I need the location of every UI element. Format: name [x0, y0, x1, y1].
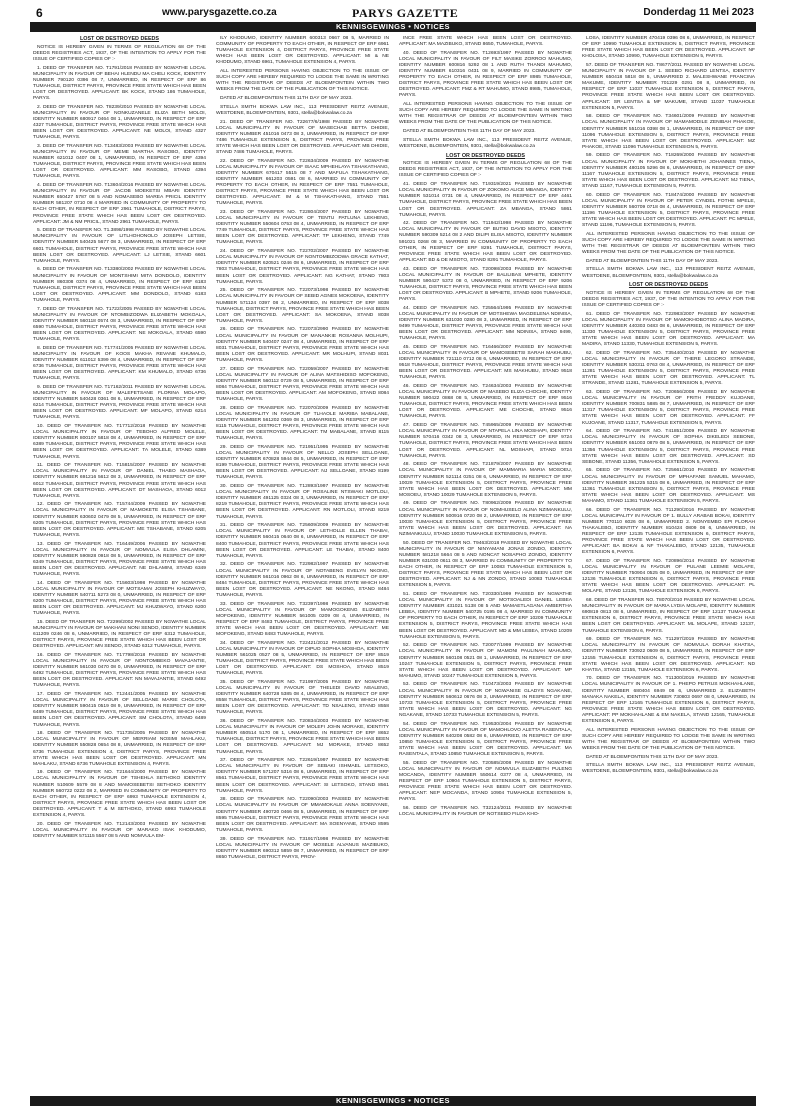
- notice-column: [216, 36, 389, 1092]
- notice-paragraph: 25. DEED OF TRANSFER NO. T22073/1998 PASSED BY NGWATHE LOCAL MUNICIPALITY IN FAVOUR OF SEBID AGNES MOKOENA, IDENTITY NUMBER 571124 0397 08 2, UNMARRIED, IN RESPECT OF ERF 8038 TUMAHOLE, DISTRICT PARYS, PROVINCE FREE STATE WHICH HAS BEEN LOST OR DESTROYED. APPLICANT: SA MOKOENA, STAND 8038 TUMAHOLE, PARYS.: [216, 288, 389, 324]
- notice-paragraph: 5. DEED OF TRANSFER NO. T1.3898/1998 PASSED BY NGWATHE LOCAL MUNICIPALITY IN FAVOUR OF LITLHOHONOLO JOSEPH LETSIE, IDENTITY NUMBER 540425 5677 08 3, UNMARRIED, IN RESPECT OF ERF 6601 TUMAHOLE, DISTRICT PARYS, PROVINCE FREE STATE WHICH HAS BEEN LOST OR DESTROYED. APPLICANT: LJ LETSIE, STAND 6601 TUMAHOLE, PARYS.: [33, 228, 206, 264]
- notice-paragraph: 60. DEED OF TRANSFER NO. T18474/2000 PASSED BY NGWATHE LOCAL MUNICIPALITY IN FAVOUR OF PETER CYNDEL FOTHE MPELE, IDENTITY NUMBER 560709 0718 08 4, UNMARRIED, IN RESPECT OF ERF 11196 TUMAHOLE EXTENSION 5, DISTRICT PARYS, PROVINCE FREE STATE WHICH HAS BEEN LOST OR DESTROYED. APPLICANT: PC MPELE, STAND 11196, TUMAHOLE EXTENSION 5, PARYS.: [582, 192, 755, 229]
- notice-paragraph: 40. DEED OF TRANSFER NO. T12693/1997 PASSED BY NGWATHE LOCAL MUNICIPALITY IN FAVOUR OF FILT MASIKE ZORROO MAHUMO, IDENTITY NUMBER 600816 5292 08 1 AND RUTH THANDI MAHUMO, IDENTITY NUMBER 610316 0431 08 9, MARRIED IN COMMUNITY OF PROPERTY TO EACH OTHER, IN RESPECT OF ERF 8985 TUMAHOLE, DISTRICT PARYS, PROVINCE FREE STATE WHICH HAS BEEN LOST OR DESTROYED. APPLICANT: FMZ & RT MAHUMO, STAND 8985, TUMAHOLE, PARYS.: [399, 50, 572, 99]
- notice-paragraph: STELLA SMITH BOKWA LAW INC., 113 PRESIDENT REITZ AVENUE, WESTDENE, BLOEMFONTEIN, 9301, stella@bokwalaw.co.za: [582, 267, 755, 279]
- notice-paragraph: 69. DEED OF TRANSFER NO. T11297/2019 PASSED BY NGWATHE LOCAL MUNICIPALITY IN FAVOUR OF NOMVULA DORAH KHATSA, IDENTITY NUMBER 730922 0609 08 5, UNMARRIED, IN RESPECT OF ERF 12155 TUMAHOLE EXTENSION 6, DISTRICT PARYS, PROVINCE FREE STATE WHICH HAS BEEN LOST OR DESTROYED. APPLICANT: ND KHATSA, STAND 12155, TUMAHOLE EXTENSION 6, PARYS.: [582, 637, 755, 673]
- website-url[interactable]: www.parysgazette.co.za: [162, 7, 277, 18]
- notice-paragraph: 56. DEED OF TRANSFER NO. T32124/2011 PASSED BY NGWATHE LOCAL MUNICIPALITY IN FAVOUR OF NOTSEBO FILDA KHO-: [399, 806, 572, 818]
- notice-paragraph: 48. DEED OF TRANSFER NO. T21879/2007 PASSED BY NGWATHE LOCAL MUNICIPALITY IN FAVOUR OF MAMMARIA MARIA MOSOEU, IDENTITY NUMBER 521114 0251 08 6, UNMARRIED, IN RESPECT OF ERF 10029 TUMAHOLE EXTENSION 5, DISTRICT PARYS, PROVINCE FREE STATE WHICH HAS BEEN LOST OR DESTROYED. APPLICANT: MM MOSOEU, STAND 10029 TUMAHOLE EXTENSION 5, PARYS.: [399, 462, 572, 498]
- notice-paragraph: 27. DEED OF TRANSFER NO. T22059/2007 PASSED BY NGWATHE LOCAL MUNICIPALITY IN FAVOUR OF ALINA MATSHIDISO MOFOKENG, IDENTITY NUMBER 560112 0729 08 5, UNMARRIED, IN RESPECT OF ERF 8084 TUMAHOLE, DISTRICT PARYS, PROVINCE FREE STATE WHICH HAS BEEN LOST OR DESTROYED. APPLICANT: AM MOFOKENG, STAND 8084 TUMAHOLE, PARYS.: [216, 366, 389, 403]
- notice-paragraph: 47. DEED OF TRANSFER NO. T45965/2009 PASSED BY NGWATHE LOCAL MUNICIPALITY IN FAVOUR OF NTAPELA LINA MOSHAPI, IDENTITY NUMBER 570416 0342 08 3, UNMARRIED, IN RESPECT OF ERF 9724 TUMAHOLE, DISTRICT PARYS, PROVINCE FREE STATE WHICH HAS BEEN LOST OR DESTROYED. APPLICANT: NL MOSHAPI, STAND 9724 TUMAHOLE, PARYS.: [399, 423, 572, 459]
- notice-paragraph: DATED AT BLOEMFONTEIN THIS 11TH DAY OF MAY 2023.: [220, 96, 353, 102]
- notice-paragraph: 57. DEED OF TRANSFER NO. T8677/2011 PASSED BY NGWATHE LOCAL MUNICIPALITY IN FAVOUR OF 1. SEEBO RICHARD LENTSA, IDENTITY NUMBER 650418 5818 08 5, UNMARRIED 2. MALESHWANE FRANCINA MAKUME, IDENTITY NUMBER 701229 0291 08 8, UNMARRIED, IN RESPECT OF ERF 11037 TUMAHOLE EXTENSION 5, DISTRICT PARYS, PROVINCE FREE STATE WHICH HAS BEEN LOST OR DESTROYED. APPLICANT: SR LENTSA & MF MAKUME, STAND 11037 TUMAHOLE EXTENSION 5, PARYS.: [582, 62, 755, 111]
- notice-paragraph: 64. DEED OF TRANSFER NO. T41851/2009 PASSED BY NGWATHE LOCAL MUNICIPALITY IN FAVOUR OF SOPHIA DIKELEDI SEBONE, IDENTITY NUMBER 651003 0879 08 5, UNMARRIED, IN RESPECT OF ERF 11356 TUMAHOLE EXTENSION 5, DISTRICT PARYS, PROVINCE FREE STATE WHICH HAS BEEN LOST OR DESTROYED. APPLICANT: SD SEBONE, STAND 11356, TUMAHOLE EXTENSION 5, PARYS.: [582, 429, 755, 465]
- notice-paragraph: 39. DEED OF TRANSFER NO. T31917/1998 PASSED BY NGWATHE LOCAL MUNICIPALITY IN FAVOUR OF MOSELE ALVANUS MAZIBUKO, IDENTITY NUMBER 690312 5859 08 7, UNMARRIED, IN RESPECT OF ERF 8650 TUMAHOLE, DISTRICT PARYS, PROV-: [216, 836, 389, 860]
- notice-paragraph: 15. DEED OF TRANSFER NO. T2299/2002 PASSED BY NGWATHE LOCAL MUNICIPALITY IN FAVOUR OF MAKHANI NONI SENDO, IDENTITY NUMBER 611209 0246 08 6, UNMARRIED, IN RESPECT OF ERF 6312 TUMAHOLE, DISTRICT PARYS, PROVINCE FREE STATE WHICH HAS BEEN LOST OR DESTROYED. APPLICANT: MN SENDO, STAND 6312 TUMAHOLE, PARYS.: [33, 619, 206, 650]
- notice-paragraph: 51. DEED OF TRANSFER NO. T20330/1999 PASSED BY NGWATHE LOCAL MUNICIPALITY IN FAVOUR OF MOTSOALEDI DANIEL LEBEA IDENTITY NUMBER 431021 5138 08 5 AND MAMAETLAGANA AMBERTHA LEBEA, IDENTITY NUMBER 540725 0195 08 4, MARRIED IN COMMUNITY OF PROPERTY TO EACH OTHER, IN RESPECT OF ERF 10209 TUMAHOLE EXTENSION 5, DISTRICT PARYS, PROVINCE FREE STATE WHICH HAS BEEN LOST OR DESTROYED. APPLICANT: MD & MM LEBEA, STAND 10209 TUMAHOLE EXTENSION 5, PARYS.: [399, 591, 572, 640]
- notice-paragraph: 36. DEED OF TRANSFER NO. T20834/2003 PASSED BY NGWATHE LOCAL MUNICIPALITY IN FAVOUR OF MOLEFI JOHN MORAKE, IDENTITY NUMBER 650514 5170 08 1, UNMARRIED, IN RESPECT OF ERF 8652 TUMAHOLE, DISTRICT PARYS, PROVINCE FREE STATE WHICH HAS BEEN LOST OR DESTROYED. APPLICANT: MJ MORAKE, STAND 8652 TUMAHOLE, PARYS.: [216, 719, 389, 755]
- notice-paragraph: 55. DEED OF TRANSFER NO. T20585/2008 PASSED BY NGWATHE LOCAL MUNICIPALITY IN FAVOUR OF NOMVULA ELIZABETH PULENG MOCANDA, IDENTITY NUMBER 550614 0377 08 4, UNMARRIED, IN RESPECT OF ERF 10904 TUMAHOLE EXTENSION 5, DISTRICT PARYS, PROVINCE FREE STATE WHICH HAS BEEN LOST OR DESTROYED. APPLICANT: NEP MOCANDA, STAND 10904 TUMAHOLE EXTENSION 5, PARYS.: [399, 760, 572, 803]
- notice-paragraph: DATED AT BLOEMFONTEIN THIS 11TH DAY OF MAY 2023.: [586, 258, 719, 264]
- notice-paragraph: NOTICE IS HEREBY GIVEN IN TERMS OF REGULATION 68 OF THE DEEDS REGISTRIES ACT, 1937, OF THE INTENTION TO APPLY FOR THE ISSUE OF CERTIFIED COPIES OF :-: [582, 290, 755, 309]
- notice-paragraph: 18. DEED OF TRANSFER NO. T11735/2005 PASSED BY NGWATHE LOCAL MUNICIPALITY IN FAVOUR OF MERRIAM NOSIMI MAHLAKU, IDENTITY NUMBER 550828 0654 08 8, UNMARRIED, IN RESPECT OF ERF 6736 TUMAHOLE EXTENSION 4, DISTRICT PARYS, PROVINCE FREE STATE WHICH HAS BEEN LOST OR DESTROYED. APPLICANT: MN MAHLAKU, STAND 6736 TUMAHOLE EXTENSION 4, PARYS.: [33, 731, 206, 767]
- notice-paragraph: ALL INTERESTED PERSONS HAVING OBJECTION TO THE ISSUE OF SUCH COPY ARE HEREBY REQUIRED TO LODGE THE SAME IN WRITING WITH THE REGISTRAR OF DEEDS AT BLOEMFONTEIN WITHIN TWO WEEKS FROM THE DATE OF THE PUBLICATION OF THIS NOTICE.: [582, 727, 755, 751]
- notice-paragraph: 46. DEED OF TRANSFER NO. T24634/2003 PASSED BY NGWATHE LOCAL MUNICIPALITY IN FAVOUR OF MASEBO ELIZA CHOCHE, IDENTITY NUMBER 590422 0868 08 5, UNMARRIED, IN RESPECT OF ERF 9516 TUMAHOLE, DISTRICT PARYS, PROVINCE FREE STATE WHICH HAS BEEN LOST OR DESTROYED. APPLICANT: ME CHOCHE, STAND 9516 TUMAHOLE, PARYS.: [399, 384, 572, 420]
- notices-columns: [33, 36, 755, 1092]
- notice-paragraph: 19. DEED OF TRANSFER NO. T21644/2000 PASSED BY NGWATHE LOCAL MUNICIPALITY IN FAVOUR OF TSHEHLA SETHOKO IDENTITY NUMBER 510609 5579 08 8 AND MAMOSEBETSI SETHOKO IDENTITY NUMBER 560722 0222 08 2, MARRIED IN COMMUNITY OF PROPERTY TO EACH OTHER, IN RESPECT OF ERF 6993 TUMAHOLE EXTENSION 4, DISTRICT PARYS, PROVINCE FREE STATE WHICH HAS BEEN LOST OR DESTROYED. APPLICANT: T & M SETHOKO, STAND 6993 TUMAHOLE EXTENSION 4, PARYS.: [33, 770, 206, 819]
- notice-paragraph: 50. DEED OF TRANSFER NO. T9463/2018 PASSED BY NGWATHE LOCAL MUNICIPALITY IN FAVOUR OF NINYAMANI JONAS ZONDO, IDENTITY NUMBER 581218 5664 08 5 AND NONCAT NOSAPHO ZONDO, IDENTITY NUMBER 631030 0611 08 3, MARRIED IN COMMUNITY OF PROPERTY TO EACH OTHER, IN RESPECT OF ERF 10083 TUMAHOLE EXTENSION 5, DISTRICT PARYS, PROVINCE FREE STATE WHICH HAS BEEN LOST OR DESTROYED. APPLICANT: NJ & NN ZONDO, STAND 10083 TUMAHOLE EXTENSION 5, PARYS.: [399, 540, 572, 589]
- notice-paragraph: 68. DEED OF TRANSFER NO. T8070/2010 PASSED BY NGWATHE LOCAL MUNICIPALITY IN FAVOUR OF MARIA LYDIA MOLAPE, IDENTITY NUMBER 690819 0813 08 6, UNMARRIED, IN RESPECT OF ERF 12137 TUMAHOLE EXTENSION 6, DISTRICT PARYS, PROVINCE FREE STATE WHICH HAS BEEN LOST OR DESTROYED. APPLICANT: ML MOLAPE, STAND 12137, TUMAHOLE EXTENSION 6, PARYS.: [582, 598, 755, 634]
- notice-paragraph: 14. DEED OF TRANSFER NO. T15603/1998 PASSED BY NGWATHE LOCAL MUNICIPALITY IN FAVOUR OF MOTSAMAI JOSEPH KHUZWAYO, IDENTITY NUMBER 540711 5273 08 0, UNMARRIED, IN RESPECT OF ERF 6200 TUMAHOLE, DISTRICT PARYS, PROVINCE FREE STATE WHICH HAS BEEN LOST OR DESTROYED. APPLICANT: MJ KHUZWAYO, STAND 6200 TUMAHOLE, PARYS.: [33, 580, 206, 617]
- notice-paragraph: 67. DEED OF TRANSFER NO. T20896/2014 PASSED BY NGWATHE LOCAL MUNICIPALITY IN FAVOUR OF PULANE LEEMIE MOLAFE, IDENTITY NUMBER 750904 0525 08 0, UNMARRIED, IN RESPECT OF ERF 12136 TUMAHOLE EXTENSION 6, DISTRICT PARYS, PROVINCE FREE STATE WHICH HAS BEEN LOST OR DESTROYED. APPLICANT: PL MOLAFE, STAND 12136, TUMAHOLE EXTENSION 6, PARYS.: [582, 558, 755, 595]
- notice-paragraph: 16. DEED OF TRANSFER NO. T17798/2018 PASSED BY NGWATHE LOCAL MUNICIPALITY IN FAVOUR OF NONTOMBEKO MAVAJANTIE, IDENTITY NUMBER 561030 0470 08 0, UNMARRIED, IN RESPECT OF ERF 6492 TUMAHOLE, DISTRICT PARYS, PROVINCE FREE STATE WHICH HAS BEEN LOST OR DESTROYED. APPLICANT: NN MAVAJANTIE, STAND 6492 TUMAHOLE, PARYS.: [33, 652, 206, 689]
- notice-paragraph: 34. DEED OF TRANSFER NO. T22421/2012 PASSED BY NGWATHE LOCAL MUNICIPALITY IN FAVOUR OF DIPUO SOPHIA MOSHOA, IDENTITY NUMBER 561025 0527 08 5, UNMARRIED, IN RESPECT OF ERF 8519 TUMAHOLE, DISTRICT PARYS, PROVINCE FREE STATE WHICH HAS BEEN LOST OR DESTROYED. APPLICANT: DS MOSHOA, STAND 8519 TUMAHOLE, PARYS.: [216, 640, 389, 677]
- notice-paragraph: INCE FREE STATE WHICH HAS BEEN LOST OR DESTROYED. APPLICANT: MA MAZIBUKO, STAND 8650, TUMAHOLE, PARYS.: [399, 36, 572, 48]
- notice-paragraph: 33. DEED OF TRANSFER NO. T32397/1998 PASSED BY NGWATHE LOCAL MUNICIPALITY IN FAVOUR OF MAMOGOKENG ELIZABETH MOFOKENG, IDENTITY NUMBER 561005 0209 08 4, UNMARRIED, IN RESPECT OF ERF 8483 TUMAHOLE, DISTRICT PARYS, PROVINCE FREE STATE WHICH HAS BEEN LOST OR DESTROYED. APPLICANT: ME MOFOKENG, STAND 8483 TUMAHOLE, PARYS.: [216, 601, 389, 638]
- issue-date: Donderdag 11 Mei 2023: [643, 7, 754, 18]
- notice-paragraph: LOSA, IDENTITY NUMBER 470419 0396 08 6, UNMARRIED, IN RESPECT OF ERF 10990 TUMAHOLE EXTENSION 5, DISTRICT PARYS, PROVINCE FREE STATE WHICH HAS BEEN LOST OR DESTROYED. APPLICANT: NF KHOLOSA, STAND 10990, TUMAHOLE EXTENSION 5, PARYS.: [582, 36, 755, 60]
- notice-paragraph: 58. DEED OF TRANSFER NO. T34601/2009 PASSED BY NGWATHE LOCAL MUNICIPALITY IN FAVOUR OF MAMAMODILE ZENIBAH PHAKOE, IDENTITY NUMBER 551016 0398 08 1, UNMARRIED, IN RESPECT OF ERF 11096 TUMAHOLE EXTENSION 5, DISTRICT PARYS, PROVINCE FREE STATE WHICH HAS BEEN LOST OR DESTROYED. APPLICANT: MZ PHAKOE, STAND 11096 TUMAHOLE EXTENSION 5, PARYS.: [582, 114, 755, 150]
- notice-paragraph: NOTICE IS HEREBY GIVEN IN TERMS OF REGULATION 68 OF THE DEEDS REGISTRIES ACT, 1937, OF THE INTENTION TO APPLY FOR THE ISSUE OF CERTIFIED COPIES OF :-: [33, 44, 206, 62]
- notice-paragraph: 4. DEED OF TRANSFER NO. T13604/2016 PASSED BY NGWATHE LOCAL MUNICIPALITY IN FAVOUR OF JACOB MOEKETSI MBARI IDENTITY NUMBER 650427 5787 08 5 AND NOMASEBO MAREA PRICIL IDENTITY NUMBER 581207 0710 08 4 MARRIED IN COMMUNITY OF PROPERTY TO EACH OTHER, IN RESPECT OF ERF 2961 TUMAHOLE, DISTRICT PARYS, PROVINCE FREE STATE WHICH HAS BEEN LOST OR DESTROYED. APPLICANT: JM & NM PRICIL, STAND 2961 TUMAHOLE, PARYS.: [33, 183, 206, 225]
- notices-banner-top: KENNISGEWINGS • NOTICES: [30, 22, 756, 32]
- notice-paragraph: 41. DEED OF TRANSFER NO. T19319/2021 PASSED BY NGWATHE LOCAL MUNICIPALITY IN FAVOUR OF ZOKOMO ALICE MBANGA, IDENTITY NUMBER 531014 0731 08 4, UNMARRIED, IN RESPECT OF ERF 4461 TUMAHOLE, DISTRICT PARYS, PROVINCE FREE STATE WHICH HAS BEEN LOST OR DESTROYED. APPLICANT: ZA MBANGA, STAND 5861 TUMAHOLE, PARYS.: [399, 182, 572, 218]
- notice-paragraph: ILY KHODUMO, IDENTITY NUMBER 600313 0667 08 5, MARRIED IN COMMUNITY OF PROPERTY TO EACH OTHER, IN RESPECT OF ERF 6961 TUMAHOLE EXTENSION 4, DISTRICT PARYS, PROVINCE FREE STATE WHICH HAS BEEN LOST OR DESTROYED. APPLICANT: MI & NE KHODUMO, STAND 6961, TUMAHOLE EXTENSION 4, PARYS.: [216, 36, 389, 66]
- notice-paragraph: STELLA SMITH BOKWA LAW INC., 113 PRESIDENT REITZ AVENUE, WESTDENE, BLOEMFONTEIN, 9301, stella@bokwalaw.co.za: [582, 763, 755, 775]
- notice-paragraph: 45. DEED OF TRANSFER NO. T16466/2007 PASSED BY NGWATHE LOCAL MUNICIPALITY IN FAVOUR OF MAMOSEBETSI SARAH MAKHUBU, IDENTITY NUMBER 721110 0712 08 6, UNMARRIED, IN RESPECT OF ERF 9518 TUMAHOLE, DISTRICT PARYS, PROVINCE FREE STATE WHICH HAS BEEN LOST OR DESTROYED. APPLICANT: MS MAKHUBU, STAND 9518 TUMAHOLE, PARYS.: [399, 344, 572, 381]
- notice-paragraph: 43. DEED OF TRANSFER NO. T20098/2003 PASSED BY NGWATHE LOCAL MUNICIPALITY IN FAVOUR OF BALILIBAS MPHETE, IDENTITY NUMBER 590427 5372 08 0, UNMARRIED, IN RESPECT OF ERF 9206 TUMAHOLE, DISTRICT PARYS, PROVINCE FREE STATE WHICH HAS BEEN LOST OR DESTROYED. APPLICANT: B MPHETE, STAND 9206 TUMAHOLE, PARYS.: [399, 266, 572, 302]
- notice-paragraph: 20. DEED OF TRANSFER NO. T12143/2003 PASSED BY NGWATHE LOCAL MUNICIPALITY IN FAVOUR OF MARAKO ISAK KHODUMO, IDENTITY NUMBER 571115 5567 08 5 AND NOMVULA EM-: [33, 821, 206, 839]
- section-heading: LOST OR DESTROYED DEEDS: [445, 152, 526, 159]
- notice-paragraph: 29. DEED OF TRANSFER NO. T21951/1995 PASSED BY NGWATHE LOCAL MUNICIPALITY IN FAVOUR OF NELLO JOSEPH SELLOANE, IDENTITY NUMBER 670828 5944 08 5, UNMARRIED, IN RESPECT OF ERF 8199 TUMAHOLE, DISTRICT PARYS, PROVINCE FREE STATE WHICH HAS BEEN LOST OR DESTROYED. APPLICANT: NJ SELLOANE, STAND 8199 TUMAHOLE, PARYS.: [216, 444, 389, 481]
- notice-paragraph: 17. DEED OF TRANSFER NO. T12441/2005 PASSED BY NGWATHE LOCAL MUNICIPALITY IN FAVOUR OF SELLOANE MARIE CHOLOTA, IDENTITY NUMBER 590415 0519 08 9, UNMARRIED, IN RESPECT OF ERF 6489 TUMAHOLE, DISTRICT PARYS, PROVINCE FREE STATE WHICH HAS BEEN LOST OR DESTROYED. APPLICANT: SM CHOLOTA, STAND 6489 TUMAHOLE, PARYS.: [33, 692, 206, 728]
- notice-paragraph: 66. DEED OF TRANSFER NO. T11290/2016 PASSED BY NGWATHE LOCAL MUNICIPALITY IN FAVOUR OF 1. BULLY ARABAB BOKAI, IDENTITY NUMBER 770110 6026 08 6, UNMARRIED 2. NONYEMBO EPI FLORAH THAKALEBO, IDENTITY NUMBER 810424 0809 08 6, UNMARRIED, IN RESPECT OF ERF 12135 TUMAHOLE EXTENSION 6, DISTRICT PARYS, PROVINCE FREE STATE WHICH HAS BEEN LOST OR DESTROYED. APPLICANT: BA BOKAI & NF THAKALEBO, STAND 12135, TUMAHOLE EXTENSION 6, PARYS.: [582, 507, 755, 556]
- notice-paragraph: 35. DEED OF TRANSFER NO. T21997/2005 PASSED BY NGWATHE LOCAL MUNICIPALITY IN FAVOUR OF THELEDI DAVID NSALENG, IDENTITY NUMBER 640728 5385 08 4, UNMARRIED, IN RESPECT OF ERF 8558 TUMAHOLE, DISTRICT PARYS, PROVINCE FREE STATE WHICH HAS BEEN LOST OR DESTROYED. APPLICANT: TD NSALENG, STAND 8558 TUMAHOLE, PARYS.: [216, 679, 389, 716]
- notice-paragraph: 26. DEED OF TRANSFER NO. T22073/2990 PASSED BY NGWATHE LOCAL MUNICIPALITY IN FAVOUR OF MANANKIE ROSANNA MOLHUPI, IDENTITY NUMBER 540407 0247 08 4, UNMARRIED, IN RESPECT OF ERF 8031 TUMAHOLE, DISTRICT PARYS, PROVINCE FREE STATE WHICH HAS BEEN LOST OR DESTROYED. APPLICANT: MR MOLHUPI, STAND 8031 TUMAHOLE, PARYS.: [216, 327, 389, 363]
- notice-column: [33, 36, 206, 1092]
- notice-paragraph: 30. DEED OF TRANSFER NO. T12893/1997 PASSED BY NGWATHE LOCAL MUNICIPALITY IN FAVOUR OF ROSALINE NTSWAKI MOTLOLI, IDENTITY NUMBER 491125 0324 08 3, UNMARRIED, IN RESPECT OF ERF 8219 TUMAHOLE, DISTRICT PARYS, PROVINCE FREE STATE WHICH HAS BEEN LOST OR DESTROYED. APPLICANT: RN MOTLOLI, STAND 8219 TUMAHOLE, PARYS.: [216, 484, 389, 520]
- notice-paragraph: DATED AT BLOEMFONTEIN THIS 11TH DAY OF MAY 2023.: [586, 754, 719, 760]
- notice-paragraph: 32. DEED OF TRANSFER NO. T22982/1997 PASSED BY NGWATHE LOCAL MUNICIPALITY IN FAVOUR OF NOTABENG EVELYN NKONG, IDENTITY NUMBER 561016 0962 08 6, UNMARRIED, IN RESPECT OF ERF 8484 TUMAHOLE, DISTRICT PARYS, PROVINCE FREE STATE WHICH HAS BEEN LOST OR DESTROYED. APPLICANT: NE NKONG, STAND 8484 TUMAHOLE, PARYS.: [216, 562, 389, 598]
- notice-paragraph: 3. DEED OF TRANSFER NO. T13483/2003 PASSED BY NGWATHE LOCAL MUNICIPALITY IN FAVOUR OF MEME MARTHA RASOBO, IDENTITY NUMBER 621012 0407 08 1, UNMARRIED, IN RESPECT OF ERF 4394 TUMAHOLE, DISTRICT PARYS, PROVINCE FREE STATE WHICH HAS BEEN LOST OR DESTROYED. APPLICANT: MM RASOBO, STAND 4394 TUMAHOLE, PARYS.: [33, 143, 206, 180]
- section-heading: LOST OR DESTROYED DEEDS: [79, 36, 160, 42]
- notice-column: [399, 36, 572, 1092]
- notice-paragraph: 6. DEED OF TRANSFER NO. T13380/2002 PASSED BY NGWATHE LOCAL MUNICIPALITY IN FAVOUR OF MONTSHIMI MITA DONDOLO, IDENTITY NUMBER 860308 0374 08 4, UNMARRIED, IN RESPECT OF ERF 6183 TUMAHOLE, DISTRICT PARYS, PROVINCE FREE STATE WHICH HAS BEEN LOST OR DESTROYED. APPLICANT: MM DONDOLO, STAND 6183 TUMAHOLE, PARYS.: [33, 267, 206, 303]
- page-header: [30, 4, 756, 22]
- notice-paragraph: 2. DEED OF TRANSFER NO. T8239/2010 PASSED BY NGWATHE LOCAL MUNICIPALITY IN FAVOUR OF NONKUZANELE ELIZA BETH MOLOI, IDENTITY NUMBER 680917 0464 08 1, UNMARRIED, IN RESPECT OF ERF 4327 TUMAHOLE, DISTRICT PARYS, PROVINCE FREE STATE WHICH HAS BEEN LOST OR DESTROYED. APPLICANT: NE MOLOI, STAND 4327 TUMAHOLE, PARYS.: [33, 104, 206, 141]
- notice-paragraph: 7. DEED OF TRANSFER NO. T1722/2005 PASSED BY NGWATHE LOCAL MUNICIPALITY IN FAVOUR OF NTOMBIZODWA ELIZABETH MOKOALA, IDENTITY NUMBER 560118 0574 08 3, UNMARRIED, IN RESPECT OF ERF 6590 TUMAHOLE, DISTRICT PARYS, PROVINCE FREE STATE WHICH HAS BEEN LOST OR DESTROYED. APPLICANT: NE MOKOALA, STAND 6590 TUMAHOLE, PARYS.: [33, 306, 206, 343]
- notice-paragraph: 23. DEED OF TRANSFER NO. T22804/2007 PASSED BY NGWATHE LOCAL MUNICIPALITY IN FAVOUR OF TENTU PATLUNA LEKHENG, IDENTITY NUMBER 550604 0753 08 4, UNMARRIED, IN RESPECT OF ERF 7749 TUMAHOLE, DISTRICT PARYS, PROVINCE FREE STATE WHICH HAS BEEN LOST OR DESTROYED. APPLICANT: TP LEKHENG, STAND 7749 TUMAHOLE, PARYS.: [216, 210, 389, 246]
- notice-paragraph: 49. DEED OF TRANSFER NO. T80962/2009 PASSED BY NGWATHE LOCAL MUNICIPALITY IN FAVOUR OF NOMHUSELO ALINA NZIMANKULU, IDENTITY NUMBER 500916 0720 08 2, UNMARRIED, IN RESPECT OF ERF 10030 TUMAHOLE EXTENSION 5, DISTRICT PARYS, PROVINCE FREE STATE WHICH HAS BEEN LOST OR DESTROYED. APPLICANT: NA NZIMANKULU, STAND 10030 TUMAHOLE EXTENSION 5, PARYS.: [399, 501, 572, 537]
- notice-paragraph: ALL INTERESTED PERSONS HAVING OBJECTION TO THE ISSUE OF SUCH COPY ARE HEREBY REQUIRED TO LODGE THE SAME IN WRITING WITH THE REGISTRAR OF DEEDS AT BLOEMFONTEIN WITHIN TWO WEEKS FROM THE DATE OF THE PUBLICATION OF THIS NOTICE.: [582, 231, 755, 256]
- notice-paragraph: DATED AT BLOEMFONTEIN THIS 11TH DAY OF MAY 2023.: [403, 129, 536, 135]
- notice-paragraph: NOTICE IS HEREBY GIVEN IN TERMS OF REGULATION 68 OF THE DEEDS REGISTRIES ACT, 1937, OF THE INTENTION TO APPLY FOR THE ISSUE OF CERTIFIED COPIES OF :-: [399, 161, 572, 179]
- notice-paragraph: 24. DEED OF TRANSFER NO. T22702/2007 PASSED BY NGWATHE LOCAL MUNICIPALITY IN FAVOUR OF NONTOMBIZODWA GRACE KATHAT, IDENTITY NUMBER 620521 0246 08 6, UNMARRIED, IN RESPECT OF ERF 7803 TUMAHOLE, DISTRICT PARYS, PROVINCE FREE STATE WHICH HAS BEEN LOST OR DESTROYED. APPLICANT: NG KATHAT, STAND 7803 TUMAHOLE, PARYS.: [216, 249, 389, 285]
- notice-column: [582, 36, 755, 1092]
- notice-paragraph: 28. DEED OF TRANSFER NO. T22070/2009 PASSED BY NGWATHE LOCAL MUNICIPALITY IN FAVOUR OF TLHAOLE MARIBA MABALANE, IDENTITY NUMBER 561202 0369 08 3, UNMARRIED, IN RESPECT OF ERF 8115 TUMAHOLE, DISTRICT PARYS, PROVINCE FREE STATE WHICH HAS BEEN LOST OR DESTROYED. APPLICANT: TM MABALANE, STAND 8115 TUMAHOLE, PARYS.: [216, 405, 389, 442]
- notice-paragraph: 9. DEED OF TRANSFER NO. T17162/2011 PASSED BY NGWATHE LOCAL MUNICIPALITY IN FAVOUR OF MALEFETSANE FLORINA MOLAPO, IDENTITY NUMBER 540428 0361 08 6, UNMARRIED, IN RESPECT OF ERF 6214 TUMAHOLE, DISTRICT PARYS, PROVINCE FREE STATE WHICH HAS BEEN LOST OR DESTROYED. APPLICANT: MF MOLAPO, STAND 6214 TUMAHOLE, PARYS.: [33, 384, 206, 421]
- newspaper-name: PARYS GAZETTE: [352, 6, 459, 20]
- notice-paragraph: 31. DEED OF TRANSFER NO. T25609/2009 PASSED BY NGWATHE LOCAL MUNICIPALITY IN FAVOUR OF LETHOLLE ELLEN THABAI, IDENTITY NUMBER 560415 0640 08 6, UNMARRIED, IN RESPECT OF ERF 8400 TUMAHOLE, DISTRICT PARYS, PROVINCE FREE STATE WHICH HAS BEEN LOST OR DESTROYED. APPLICANT: LE THABAI, STAND 8400 TUMAHOLE, PARYS.: [216, 523, 389, 559]
- notice-paragraph: 59. DEED OF TRANSFER NO. T18269/2000 PASSED BY NGWATHE LOCAL MUNICIPALITY IN FAVOUR OF MOKHETHI JOHANNES TIENA, IDENTITY NUMBER 480105 5296 08 6, UNMARRIED, IN RESPECT OF ERF 11167 TUMAHOLE EXTENSION 5, DISTRICT PARYS, PROVINCE FREE STATE WHICH HAS BEEN LOST OR DESTROYED. APPLICANT: MJ TIENA, STAND 11167, TUMAHOLE EXTENSION 5, PARYS.: [582, 153, 755, 189]
- notice-paragraph: ALL INTERESTED PERSONS HAVING OBJECTION TO THE ISSUE OF SUCH COPY ARE HEREBY REQUIRED TO LODGE THE SAME IN WRITING WITH THE REGISTRAR OF DEEDS AT BLOEMFONTEIN WITHIN TWO WEEKS FROM THE DATE OF THE PUBLICATION OF THIS NOTICE.: [216, 69, 389, 93]
- notice-paragraph: 42. DEED OF TRANSFER NO. T11942/1998 PASSED BY NGWATHE LOCAL MUNICIPALITY IN FAVOUR OF BUTIKI DAVID MSOTO, IDENTITY NUMBER 590309 5214 08 2 AND DILIPI ELISA MSOTO, IDENTITY NUMBER 591021 0268 08 3, MARRIED IN COMMUNITY OF PROPERTY TO EACH OTHER, IN RESPECT OF ERF 8291 TUMAHOLE, DISTRICT PARYS, PROVINCE FREE STATE WHICH HAS BEEN LOST OR DESTROYED. APPLICANT: BD & DE MSOTO, STAND 8291 TUMAHOLE, PARYS.: [399, 221, 572, 263]
- notice-paragraph: 63. DEED OF TRANSFER NO. T20656/2008 PASSED BY NGWATHE LOCAL MUNICIPALITY IN FAVOUR OF FRITH FREDDY KUJOANE, IDENTITY NUMBER 700831 5885 08 7, UNMARRIED, IN RESPECT OF ERF 11317 TUMAHOLE EXTENSION 5, DISTRICT PARYS, PROVINCE FREE STATE WHICH HAS BEEN LOST OR DESTROYED. APPLICANT: FF KUJOANE, STAND 11317, TUMAHOLE EXTENSION 5, PARYS.: [582, 390, 755, 426]
- notice-paragraph: 53. DEED OF TRANSFER NO. T10473/2003 PASSED BY NGWATHE LOCAL MUNICIPALITY IN FAVOUR OF NGWANISE GLADYS NGAKANE, IDENTITY NUMBER 560612 0676 08 3, UNMARRIED, IN RESPECT OF ERF 10733 TUMAHOLE EXTENSION 5, DISTRICT PARYS, PROVINCE FREE STATE WHICH HAS BEEN LOST OR DESTROYED. APPLICANT: NG NGAKANE, STAND 10733 TUMAHOLE EXTENSION 5, PARYS.: [399, 682, 572, 718]
- notice-paragraph: 65. DEED OF TRANSFER NO. T25661/2010 PASSED BY NGWATHE LOCAL MUNICIPALITY IN FAVOUR OF MPHAFANE SAMUEL MAHAMO, IDENTITY NUMBER 361225 5315 08 6, UNMARRIED, IN RESPECT OF ERF 11361 TUMAHOLE EXTENSION 5, DISTRICT PARYS, PROVINCE FREE STATE WHICH HAS BEEN LOST OR DESTROYED. APPLICANT: MS MAHAMO, STAND 11361 TUMAHOLE EXTENSION 5, PARYS.: [582, 468, 755, 504]
- section-heading: LOST OR DESTROYED DEEDS: [628, 282, 709, 289]
- notice-paragraph: 10. DEED OF TRANSFER NO. T17712/2018 PASSED BY NGWATHE LOCAL MUNICIPALITY IN FAVOUR OF TEBOHO ALFRED MOLELE, IDENTITY NUMBER 800107 5818 08 4, UNMARRIED, IN RESPECT OF ERF 6389 TUMAHOLE, DISTRICT PARYS, PROVINCE FREE STATE WHICH HAS BEEN LOST OR DESTROYED. APPLICANT: TA MOLELE, STAND 6389 TUMAHOLE, PARYS.: [33, 424, 206, 460]
- notice-paragraph: 1. DEED OF TRANSFER NO. T1791/2018 PASSED BY NGWATHE LOCAL MUNICIPALITY IN FAVOUR OF BEHAI HLENDU MA CHELI KOCK, IDENTITY NUMBER 790120 0396 08 7, UNMARRIED, IN RESPECT OF ERF 86 TUMAHOLE, DISTRICT PARYS, PROVINCE FREE STATE WHICH HAS BEEN LOST OR DESTROYED. APPLICANT: BK KOCK, STAND 186 TUMAHOLE, PARYS.: [33, 65, 206, 102]
- notices-banner-bottom: KENNISGEWINGS • NOTICES: [30, 1096, 756, 1106]
- notice-paragraph: STELLA SMITH BOKWA LAW INC., 113 PRESIDENT REITZ AVENUE, WESTDENE, BLOEMFONTEIN, 9301, stella@bokwalaw.co.za: [399, 137, 572, 149]
- notice-paragraph: 38. DEED OF TRANSFER NO. T22090/2003 PASSED BY NGWATHE LOCAL MUNICIPALITY IN FAVOUR OF MMAMOKALE ANNA SOENYANE, IDENTITY NUMBER 490720 0466 08 5, UNMARRIED, IN RESPECT OF ERF 8595 TUMAHOLE, DISTRICT PARYS, PROVINCE FREE STATE WHICH HAS BEEN LOST OR DESTROYED. APPLICANT: MA SOENYANE, STAND 8595 TUMAHOLE, PARYS.: [216, 797, 389, 833]
- notice-paragraph: 22. DEED OF TRANSFER NO. T22634/2009 PASSED BY NGWATHE LOCAL MUNICIPALITY IN FAVOUR OF ISAAC MPHEHLAYA TSHAKATHANG, IDENTITY NUMBER 670417 5515 08 7 AND MAFULA TSHAKATHANG, IDENTITY NUMBER 661203 0591 08 6, MARRIED IN COMMUNITY OF PROPERTY TO EACH OTHER, IN RESPECT OF ERF 7551 TUMAHOLE, DISTRICT PARYS, PROVINCE FREE STATE WHICH HAS BEEN LOST OR DESTROYED. APPLICANT: IM & M TSHAKATHANG, STAND 7551 TUMAHOLE, PARYS.: [216, 158, 389, 207]
- notice-paragraph: 52. DEED OF TRANSFER NO. T20077/1999 PASSED BY NGWATHE LOCAL MUNICIPALITY IN FAVOUR OF MAMONI PAULINAH MAHUMO, IDENTITY NUMBER 560108 0521 08 1, UNMARRIED, IN RESPECT OF ERF 10247 TUMAHOLE EXTENSION 5, DISTRICT PARYS, PROVINCE FREE STATE WHICH HAS BEEN LOST OR DESTROYED. APPLICANT: MP MAHUMO, STAND 10247 TUMAHOLE EXTENSION 5, PARYS.: [399, 643, 572, 679]
- notice-paragraph: STELLA SMITH BOKWA LAW INC., 113 PRESIDENT REITZ AVENUE, WESTDENE, BLOEMFONTEIN, 9301, stella@bokwalaw.co.za: [216, 104, 389, 116]
- notice-paragraph: 44. DEED OF TRANSFER NO. T25564/1995 PASSED BY NGWATHE LOCAL MUNICIPALITY IN FAVOUR OF MOTSHEWA MAGDELENA NDINISA, IDENTITY NUMBER 631030 0280 08 3, UNMARRIED, IN RESPECT OF ERF 9499 TUMAHOLE, DISTRICT PARYS, PROVINCE FREE STATE WHICH HAS BEEN LOST OR DESTROYED. APPLICANT: MM NDINISA, STAND 9499, TUMAHOLE, PARYS.: [399, 305, 572, 342]
- notice-paragraph: 11. DEED OF TRANSFER NO. T15815/2007 PASSED BY NGWATHE LOCAL MUNICIPALITY IN FAVOUR OF DANIEL THABO MASHAOA, IDENTITY NUMBER 691216 5612 08 3, UNMARRIED, IN RESPECT OF ERF 6012 TUMAHOLE, DISTRICT PARYS, PROVINCE FREE STATE WHICH HAS BEEN LOST OR DESTROYED. APPLICANT: DT MASHAOA, STAND 6012 TUMAHOLE, PARYS.: [33, 463, 206, 499]
- notice-paragraph: 21. DEED OF TRANSFER NO. T22677/6/1988 PASSED BY NGWATHE LOCAL MUNICIPALITY IN FAVOUR OF MASECHAB BETTA DHIDIE, IDENTITY NUMBER 451016 0473 08 3, UNMARRIED, IN RESPECT OF ERF 7486 TUMAHOLE EXTENSION 5, DISTRICT PARYS, PROVINCE FREE STATE WHICH HAS BEEN LOST OR DESTROYED. APPLICANT: MB DHIDIE, STAND 7486 TUMAHOLE, PARYS.: [216, 119, 389, 155]
- notice-paragraph: 54. DEED OF TRANSFER NO. T19530/2004 PASSED BY NGWATHE LOCAL MUNICIPALITY IN FAVOUR OF MAMOHLOVO ALETTA RASENTALA, IDENTITY NUMBER 640208 0582 08 6, UNMARRIED, IN RESPECT OF ERF 10850 TUMAHOLE EXTENSION 5, DISTRICT PARYS, PROVINCE FREE STATE WHICH HAS BEEN LOST OR DESTROYED. APPLICANT: MA RASENTALA, STAND 10850 TUMAHOLE EXTENSION 5, PARYS.: [399, 721, 572, 758]
- notice-paragraph: 61. DEED OF TRANSFER NO. T22983/2007 PASSED BY NGWATHE LOCAL MUNICIPALITY IN FAVOUR OF MAMOKHOBOTSO ALINA MADIRA, IDENTITY NUMBER 440303 0483 08 6, UNMARRIED, IN RESPECT OF ERF 11330 TUMAHOLE EXTENSION 5, DISTRICT PARYS, PROVINCE FREE STATE WHICH HAS BEEN LOST OR DESTROYED. APPLICANT: MA MADIRA, STAND 11330, TUMAHOLE EXTENSION 5, PARYS.: [582, 311, 755, 348]
- notice-paragraph: 8. DEED OF TRANSFER NO. T17741/2005 PASSED BY NGWATHE LOCAL MUNICIPALITY IN FAVOUR OF KOOS MAKHA REVANE KHUMALO, IDENTITY NUMBER 611012 5399 08 4, UNMARRIED, IN RESPECT OF ERF 6736 TUMAHOLE, DISTRICT PARYS, PROVINCE FREE STATE WHICH HAS BEEN LOST OR DESTROYED. APPLICANT: KM KHUMALO, STAND 6736 TUMAHOLE, PARYS.: [33, 345, 206, 382]
- notice-paragraph: 37. DEED OF TRANSFER NO. T22619/1997 PASSED BY NGWATHE LOCAL MUNICIPALITY IN FAVOUR OF SEBAKI ISHMAEL LETSOKO, IDENTITY NUMBER 571207 5316 08 6, UNMARRIED, IN RESPECT OF ERF 8561 TUMAHOLE, DISTRICT PARYS, PROVINCE FREE STATE WHICH HAS BEEN LOST OR DESTROYED. APPLICANT: SI LETSOKO, STAND 8561 TUMAHOLE, PARYS.: [216, 758, 389, 794]
- notice-paragraph: ALL INTERESTED PERSONS HAVING OBJECTION TO THE ISSUE OF SUCH COPY ARE HEREBY REQUIRED TO LODGE THE SAME IN WRITING WITH THE REGISTRAR OF DEEDS AT BLOEMFONTEIN WITHIN TWO WEEKS FROM THE DATE OF THE PUBLICATION OF THIS NOTICE.: [399, 102, 572, 126]
- notice-paragraph: 70. DEED OF TRANSFER NO. T11300/2019 PASSED BY NGWATHE LOCAL MUNICIPALITY IN FAVOUR OF 1. PHEPO PETRUS MOKHAHLANE, IDENTITY NUMBER 680404 6949 08 6, UNMARRIED 2. ELIZABETH MANAKA NAKELA, IDENTITY NUMBER 730803 0697 08 0, UNMARRIED, IN RESPECT OF ERF 12165 TUMAHOLE EXTENSION 6, DISTRICT PARYS, PROVINCE FREE STATE WHICH HAS BEEN LOST OR DESTROYED. APPLICANT: PP MOKHAHLANE & EM NAKELA, STAND 12165, TUMAHOLE EXTENSION 6, PARYS.: [582, 676, 755, 725]
- notice-paragraph: 62. DEED OF TRANSFER NO. T35440/2010 PASSED BY NGWATHE LOCAL MUNICIPALITY IN FAVOUR OF THERE LEGORO STRANDE, IDENTITY NUMBER 530311 0763 08 4, UNMARRIED, IN RESPECT OF ERF 11281 TUMAHOLE EXTENSION 5, DISTRICT PARYS, PROVINCE FREE STATE WHICH HAS BEEN LOST OR DESTROYED. APPLICANT: TL STRANDE, STAND 11281, TUMAHOLE EXTENSION 5, PARYS.: [582, 350, 755, 387]
- notice-paragraph: 12. DEED OF TRANSFER NO. T15744/2009 PASSED BY NGWATHE LOCAL MUNICIPALITY IN FAVOUR OF MAMOKETE ELISA TSHABANE, IDENTITY NUMBER 630602 0479 08 5, UNMARRIED, IN RESPECT OF ERF 6205 TUMAHOLE, DISTRICT PARYS, PROVINCE FREE STATE WHICH HAS BEEN LOST OR DESTROYED. APPLICANT: ME TSHABANE, STAND 6205 TUMAHOLE, PARYS.: [33, 502, 206, 538]
- notice-paragraph: 13. DEED OF TRANSFER NO. T16449/2006 PASSED BY NGWATHE LOCAL MUNICIPALITY IN FAVOUR OF NOMVULA ELISA DHLAMINI, IDENTITY NUMBER 590828 0918 08 5, UNMARRIED, IN RESPECT OF ERF 6349 TUMAHOLE, DISTRICT PARYS, PROVINCE FREE STATE WHICH HAS BEEN LOST OR DESTROYED. APPLICANT: NE DHLAMINI, STAND 6349 TUMAHOLE, PARYS.: [33, 541, 206, 577]
- page-number: 6: [36, 6, 43, 20]
